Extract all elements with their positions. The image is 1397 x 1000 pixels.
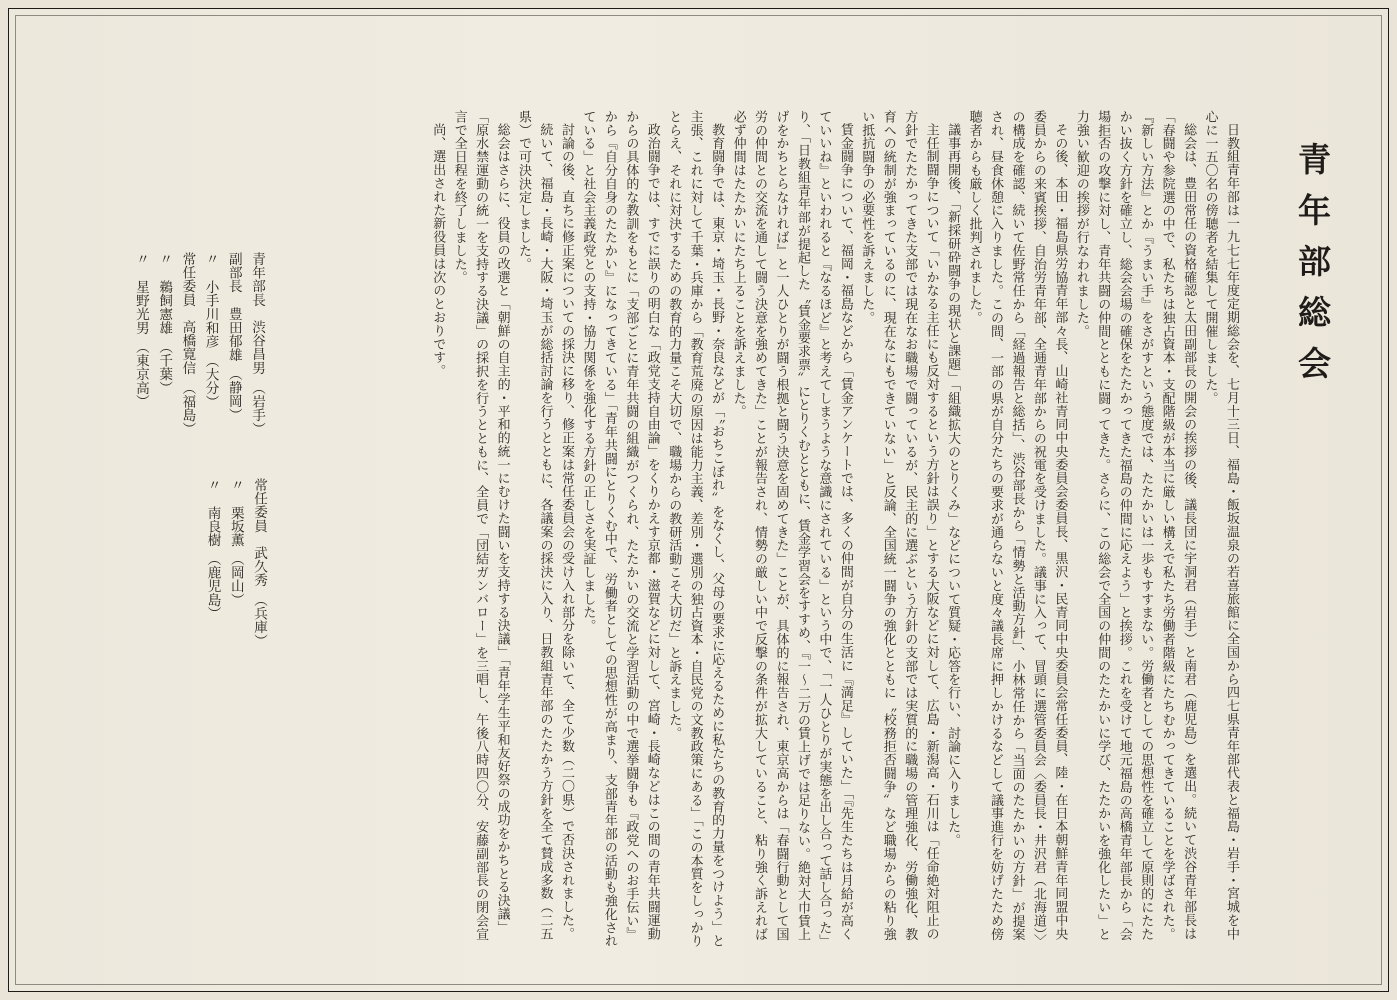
officer-list-right xyxy=(190,478,270,758)
officer-role: 副部長 xyxy=(225,252,242,293)
officer-prefecture: （岩手） xyxy=(249,380,265,436)
officer-role: 〃 xyxy=(227,478,244,492)
officer-name: 鵜飼憲雄 xyxy=(156,279,173,335)
paragraph: 主任制闘争について「いかなる主任にも反対するという方針は誤り」とする大阪などに対して、広島・新潟高・石川は「任命絶対阻止の方針でたたかってきた支部では現在なお職場で闘っているが、民主的に選ぶという方針の支部では実質的に職場の管理強化、労働強化、教育への統制が強まっているのに、現在なにもできていない」と反論、全国統一闘争の強化とともに〝校務拒否闘争〟など職場からの粘り強い抵抗闘争の必要性を訴えました。 xyxy=(859,110,939,941)
paragraph: 賃金闘争について、福岡・福島などから「賃金アンケートでは、多くの仲間が自分の生活に『満足』していた」「『先生たちは月給が高くていいね』といわれると『なるほど』と考えてしまうような意識にされている」という中で、「一人ひとりが実態を出し合って話し合った」り、「日教組青年部が提起した〝賃金要求票〟にとりくむとともに、賃金学習会をすすめ、『一～二万の賃上げでは足りない。絶対大巾賃上げをかちとらなければ』と一人ひとりが闘う根拠と闘う決意を固めてきた」ことが、具体的に報告され、東京高からは「春闘行動として国労の仲間との交流を通して闘う決意を強めてきた」ことが報告され、情勢の厳しい中で反撃の条件が拡大していること、粘り強く訴えれば必ず仲間はたたかいにたち上ることを訴えました。 xyxy=(730,110,853,948)
paragraph: 尚、選出された新役員は次のとおりです。 xyxy=(430,123,446,378)
officer-name: 栗坂薫 xyxy=(227,505,244,547)
paragraph: 教育闘争では、東京・埼玉・長野・奈良などが「〝おちこぼれ〟をなくし、父母の要求に応えるために私たちの教育的力量をつけよう」と主張、これに対して千葉・兵庫から「教育荒廃の原因は能力主義、差別・選別の独占資本・自民党の文教政策にある」「この本質をしっかりとらえ、それに対決するための教育的力量こそ大切で、職場からの教研活動こそ大切だ」と訴えました。 xyxy=(666,110,725,948)
officer-prefecture: （静岡） xyxy=(225,367,242,422)
officer-row xyxy=(200,478,223,758)
officer-row xyxy=(224,478,247,758)
officer-prefecture: （大分） xyxy=(202,353,219,409)
officer-role: 常任委員 xyxy=(179,252,196,307)
officer-role: 青年部長 xyxy=(249,252,265,307)
officer-prefecture: （東京高） xyxy=(132,340,149,409)
paragraph: その後、本田・福島県労協青年部々長、山崎社青同中央委員会委員長、黒沢・民青同中央委員会常任委員、陸・在日本朝鮮青年同盟中央委員からの来賓挨拶、自治労青年部、全逓青年部からの祝電を受けました。議事に入って、冒頭に選管委員会〈委員長・井沢君（北海道）〉の構成を確認、続いて佐野常任から「経過報告と総括」、渋谷部長から「情勢と活動方針」、小林常任から「当面のたたかいの方針」が提案され、昼食休憩に入りました。この間、一部の県が自分たちの要求が通らないと度々議長席に押しかけるなどして議事進行を妨げたため傍聴者からも厳しく批判されました。 xyxy=(966,110,1068,948)
paragraph: 議事再開後、「新採研砕闘争の現状と課題」「組織拡大のとりくみ」などについて質疑・応答を行い、討論に入りました。 xyxy=(945,123,961,847)
officer-row xyxy=(129,252,152,632)
paragraph: 続いて、福島・長崎・大阪・埼玉が総括討論を行うとともに、各議案の採決に入り、日教組青年部のたたかう方針を全て賛成多数（二五県）で可決決定しました。 xyxy=(516,110,553,941)
article-body xyxy=(400,110,1242,950)
page-title: 青年部総会 xyxy=(1293,142,1332,397)
officer-prefecture: （兵庫） xyxy=(251,593,267,648)
officer-role: 常任委員 xyxy=(251,478,267,533)
officer-name: 星野光男 xyxy=(132,279,149,335)
officer-role: 〃 xyxy=(204,478,221,492)
paragraph: 政治闘争では、すでに誤りの明白な「政党支持自由論」をくりかえす京都・滋賀などに対して、宮崎・長崎などはこの間の青年共闘運動からの具体的な教訓をもとに「支部ごとに青年共闘の組織がつくられ、たたかいの交流と学習活動の中で選挙闘争も『政党へのお手伝い』から『自分自身のたたかい』になってきている」「青年共闘にとりくむ中で、労働者としての思想性が高まり、支部青年部の活動も強化されている」と社会主義政党との支持・協力関係を強化する方針の正しさを実証しました。 xyxy=(580,110,660,948)
officer-name: 高橋寛信 xyxy=(179,320,196,375)
officer-name: 渋谷昌男 xyxy=(249,320,265,375)
officer-name: 南良樹 xyxy=(204,505,221,547)
officer-prefecture: （鹿児島） xyxy=(204,552,221,621)
officer-role: 〃 xyxy=(156,252,173,266)
officer-prefecture: （福島） xyxy=(179,380,196,436)
officer-name: 小手川和彦 xyxy=(202,279,219,348)
officer-name: 武久秀 xyxy=(251,546,267,588)
officer-role: 〃 xyxy=(202,252,219,266)
paragraph: 討論の後、直ちに修正案についての採決に移り、修正案は常任委員会の受け入れ部分を除いて、全て少数（二〇県）で否決されました。 xyxy=(558,123,574,941)
paragraph: 総会はさらに、役員の改選と「朝鮮の自主的・平和的統一にむけた闘いを支持する決議」「青年学生平和友好祭の成功をかちとる決議」「原水禁運動の統一を支持する決議」の採択を行うとともに、全員で「団結ガンバロー」を三唱し、午後八時四〇分、安藤副部長の閉会宣言で全日程を終了しました。 xyxy=(451,110,510,941)
officer-row xyxy=(247,478,270,758)
officer-name: 豊田郁雄 xyxy=(225,306,242,362)
officer-prefecture: （岡山） xyxy=(227,552,244,607)
officer-role: 〃 xyxy=(132,252,149,266)
officer-row xyxy=(152,252,175,632)
officer-prefecture: （千葉） xyxy=(156,340,173,395)
paragraph: 日教組青年部は一九七七年度定期総会を、七月十三日、福島・飯坂温泉の若喜旅館に全国から四七県青年部代表と福島・岩手・宮城を中心に一五〇名の傍聴者を結集して開催しました。 xyxy=(1202,110,1239,941)
paragraph: 総会は、豊田常任の資格確認と太田副部長の開会の挨拶の後、議長団に宇洞君（岩手）と南君（鹿児島）を選出。続いて渋谷青年部長は「春闘や参院選の中で、私たちは独占資本・支配階級が本当に厳しい構えで私たち労働者階級にたちむかってきていることを学ばされた。『新しい方法』とか『うまい手』をさがすという態度では、たたかいは一歩もすすまない。労働者としての思想性を確立して原則的にたたかい抜く方針を確立し、総会会場の確保をたたかってきた福島の仲間に応えよう」と挨拶。これを受けて地元福島の高橋青年部長から「会場拒否の攻撃に対し、青年共闘の仲間とともに闘ってきた。さらに、この総会で全国の仲間のたたかいに学び、たたかいを強化したい」と力強い歓迎の挨拶が行なわれました。 xyxy=(1073,110,1197,941)
